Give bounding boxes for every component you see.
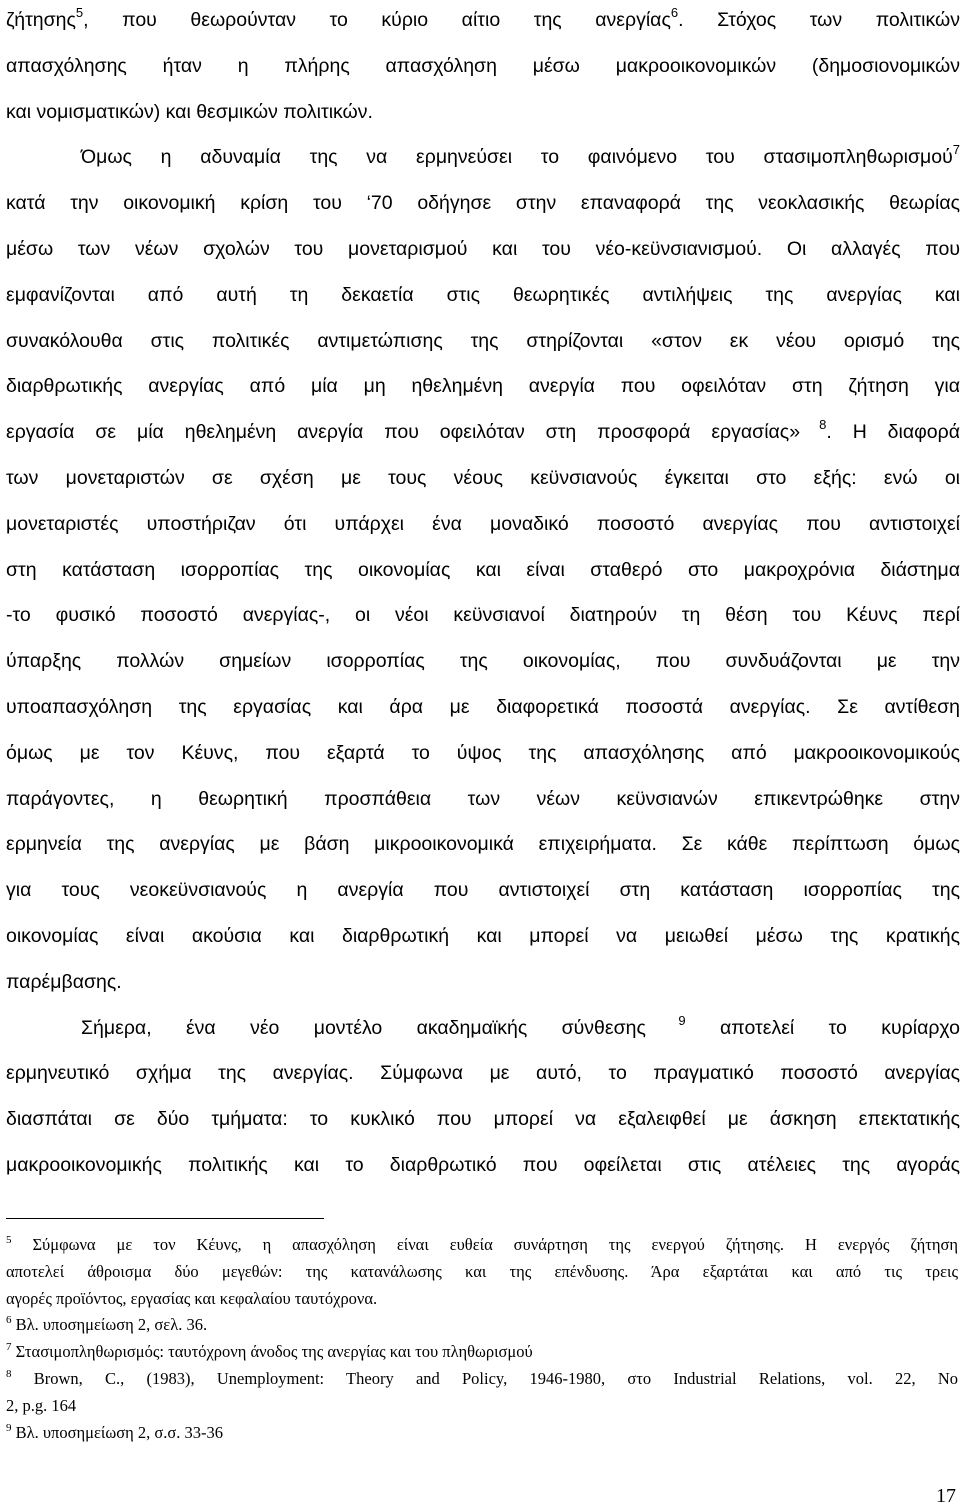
body-line [6, 547, 960, 593]
footnote-marker: 5 [75, 5, 84, 20]
body-line [6, 455, 960, 501]
footnote-marker: 6 [670, 5, 679, 20]
footnote-text: αγορές προϊόντος, εργασίας και κεφαλαίου ταυτόχρονα. [6, 1288, 378, 1308]
body-line [6, 0, 960, 43]
body-line [6, 684, 960, 730]
body-text: και νομισματικών) και θεσμικών πολιτικών. [6, 100, 373, 123]
footnote-text: Brown, C., (1983), Unemployment: Theory and Policy, 1946-1980, στο Industrial Relations, vol. 22, No [11, 1369, 958, 1388]
body-text: εμφανίζονται από αυτή τη δεκαετία στις θεωρητικές αντιλήψεις της ανεργίας και [6, 283, 960, 306]
body-line [81, 134, 960, 180]
body-text: όμως με τον Κέυνς, που εξαρτά το ύψος της απασχόλησης από μακροοικονομικούς [6, 741, 960, 764]
body-line [6, 501, 960, 547]
footnote-text: 2, p.g. 164 [6, 1395, 77, 1415]
footnote-marker: 9 [6, 1421, 12, 1434]
body-text: εργασία σε μία ηθελημένη ανεργία που οφειλόταν στη προσφορά εργασίας» [6, 421, 801, 444]
body-text: . Στόχος των πολιτικών [678, 9, 960, 31]
body-text: κατά την οικονομική κρίση του ‘70 οδήγησε στην επαναφορά της νεοκλασικής θεωρίας [6, 192, 960, 215]
body-text: για τους νεοκεϋνσιανούς η ανεργία που αντιστοιχεί στη κατάσταση ισορροπίας της [6, 879, 960, 902]
body-line [6, 959, 960, 1005]
footnote-text: Στασιμοπληθωρισμός: ταυτόχρονη άνοδος της ανεργίας και του πληθωρισμού [11, 1342, 533, 1362]
body-text: μακροοικονομικής πολιτικής και το διαρθρωτικό που οφείλεται στις ατέλειες της αγοράς [6, 1154, 960, 1176]
page-number: 17 [936, 1485, 956, 1507]
footnote-marker: 7 [6, 1341, 12, 1354]
body-text: -το φυσικό ποσοστό ανεργίας-, οι νέοι κεϋνσιανοί διατηρούν τη θέση του Κέυνς περί [6, 604, 960, 627]
footnote-line [6, 1312, 958, 1338]
footnote-marker: 9 [645, 1012, 686, 1028]
footnote-text: Βλ. υποσημείωση 2, σελ. 36. [11, 1315, 208, 1335]
footnote-line [6, 1259, 958, 1285]
body-text: Όμως η αδυναμία της να ερμηνεύσει το φαινόμενο του στασιμοπληθωρισμού [81, 146, 953, 169]
body-text: διαρθρωτικής ανεργίας από μία μη ηθελημένη ανεργία που οφειλόταν στη ζήτηση για [6, 375, 960, 398]
footnote-line [6, 1366, 958, 1392]
body-text: απασχόλησης ήταν η πλήρης απασχόληση μέσω μακροοικονομικών (δημοσιονομικών [6, 54, 960, 77]
body-text: διασπάται σε δύο τμήματα: το κυκλικό που μπορεί να εξαλειφθεί με άσκηση επεκτατικής [6, 1108, 960, 1131]
body-line [6, 1142, 960, 1188]
body-line [6, 89, 960, 135]
body-line [6, 776, 960, 822]
body-text: μονεταριστές υποστήριζαν ότι υπάρχει ένα μοναδικό ποσοστό ανεργίας που αντιστοιχεί [6, 512, 960, 535]
body-text: αποτελεί το κυρίαρχο [685, 1016, 960, 1039]
body-text: συνακόλουθα στις πολιτικές αντιμετώπισης της στηρίζονται «στον εκ νέου ορισμό της [6, 329, 960, 352]
footnote-line [6, 1232, 958, 1258]
body-line [6, 1050, 960, 1096]
body-line [6, 821, 960, 867]
body-text: στη κατάσταση ισορροπίας της οικονομίας και είναι σταθερό στο μακροχρόνια διάστημα [6, 558, 960, 581]
body-text: ερμηνεία της ανεργίας με βάση μικροοικονομικά επιχειρήματα. Σε κάθε περίπτωση όμως [6, 833, 960, 856]
footnote-text: Σύμφωνα με τον Κέυνς, η απασχόληση είναι ευθεία συνάρτηση της ενεργού ζήτησης. Η ενεργός ζήτηση [11, 1235, 958, 1254]
footnote-line [6, 1286, 958, 1312]
body-line [6, 913, 960, 959]
footnote-marker: 5 [6, 1234, 12, 1246]
footnote-text: Βλ. υποσημείωση 2, σ.σ. 33-36 [11, 1422, 224, 1442]
body-line [6, 638, 960, 684]
body-line [6, 226, 960, 272]
footnote-text: αποτελεί άθροισμα δύο μεγεθών: της κατανάλωσης και της επένδυσης. Άρα εξαρτάται και από τις τρεις [6, 1261, 958, 1281]
body-line [6, 318, 960, 364]
footnote-marker: 8 [6, 1368, 12, 1380]
body-text: ζήτησης [6, 9, 76, 31]
body-line [6, 43, 960, 89]
body-text: ερμηνευτικό σχήμα της ανεργίας. Σύμφωνα με αυτό, το πραγματικό ποσοστό ανεργίας [6, 1062, 960, 1085]
body-text: υποαπασχόληση της εργασίας και άρα με διαφορετικά ποσοστά ανεργίας. Σε αντίθεση [6, 696, 960, 718]
body-line [6, 1096, 960, 1142]
footnote-marker: 8 [800, 417, 827, 433]
body-line [6, 272, 960, 318]
footnote-marker: 6 [6, 1314, 12, 1327]
body-text: ύπαρξης πολλών σημείων ισορροπίας της οικονομίας, που συνδυάζονται με την [6, 650, 960, 673]
body-text: των μονεταριστών σε σχέση με τους νέους κεϋνσιανούς έγκειται στο εξής: ενώ οι [6, 467, 960, 489]
footnote-separator [6, 1218, 324, 1219]
body-line [6, 867, 960, 913]
body-text: Σήμερα, ένα νέο μοντέλο ακαδημαϊκής σύνθεσης [81, 1016, 646, 1039]
body-line [81, 1005, 960, 1051]
body-line [6, 409, 960, 455]
body-line [6, 730, 960, 776]
body-text: μέσω των νέων σχολών του μονεταρισμού και του νέο-κεϋνσιανισμού. Οι αλλαγές που [6, 238, 960, 260]
body-text: . Η διαφορά [826, 421, 960, 444]
body-text: παρέμβασης. [6, 970, 122, 993]
footnote-line [6, 1420, 958, 1446]
body-line [6, 592, 960, 638]
body-line [6, 363, 960, 409]
body-text: , που θεωρούνταν το κύριο αίτιο της ανεργίας [83, 9, 671, 31]
body-text: παράγοντες, η θεωρητική προσπάθεια των νέων κεϋνσιανών επικεντρώθηκε στην [6, 787, 960, 810]
footnote-line [6, 1393, 958, 1419]
footnote-marker: 7 [952, 142, 960, 158]
body-line [6, 180, 960, 226]
body-text: οικονομίας είναι ακούσια και διαρθρωτική και μπορεί να μειωθεί μέσω της κρατικής [6, 925, 960, 947]
footnote-line [6, 1339, 958, 1365]
